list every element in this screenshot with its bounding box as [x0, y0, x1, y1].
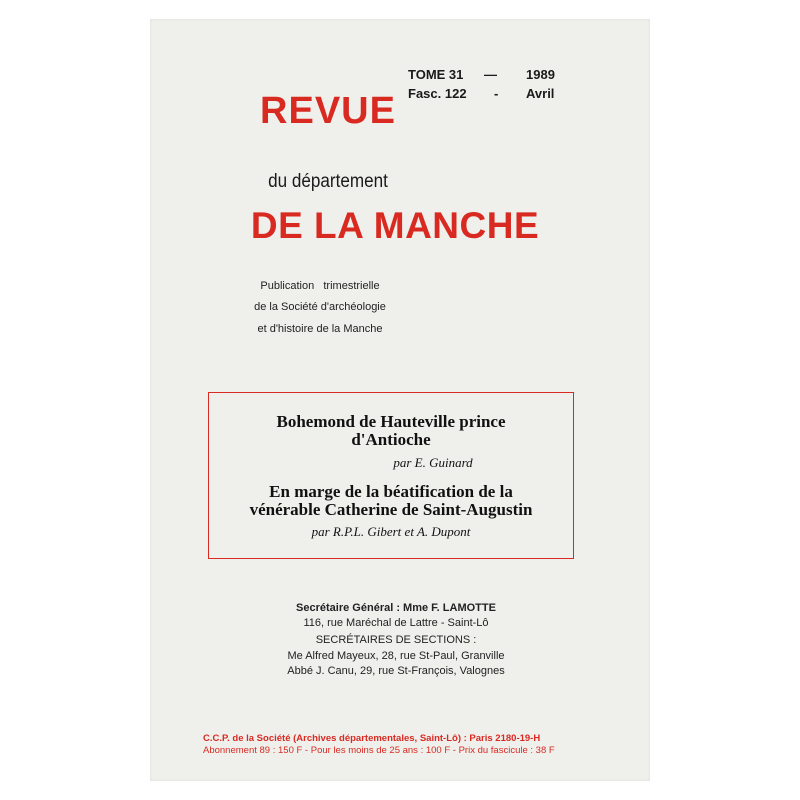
article-2-author: par R.P.L. Gibert et A. Dupont: [311, 524, 471, 539]
fascicule-number: Fasc. 122: [408, 86, 467, 101]
section-secretary-1: Me Alfred Mayeux, 28, rue St-Paul, Granville: [287, 650, 505, 662]
issue-year: 1989: [526, 67, 555, 82]
secretary-general-address: 116, rue Maréchal de Lattre - Saint-Lô: [303, 617, 489, 629]
article-1-title-line-1: Bohemond de Hauteville prince: [276, 412, 506, 431]
tome-number: TOME 31: [408, 67, 464, 82]
article-1-author: par E. Guinard: [393, 455, 473, 470]
issue-dash: —: [484, 67, 497, 82]
issue-dash-2: -: [494, 86, 499, 101]
publication-line-1: Publication trimestrielle: [260, 280, 380, 292]
secretary-general: Secrétaire Général : Mme F. LAMOTTE: [296, 602, 496, 614]
masthead-title-manche: DE LA MANCHE: [250, 205, 540, 246]
issue-month: Avril: [526, 86, 555, 101]
footer-subscription: Abonnement 89 : 150 F - Pour les moins de 25 ans : 100 F - Prix du fascicule : 38 F: [203, 745, 555, 756]
masthead-title-revue: REVUE: [260, 90, 396, 132]
footer-ccp: C.C.P. de la Société (Archives départementales, Saint-Lô) : Paris 2180-19-H: [203, 733, 541, 744]
publication-line-2: de la Société d'archéologie: [254, 301, 386, 313]
article-1-title-line-2: d'Antioche: [351, 430, 431, 449]
section-secretaries-heading: SECRÉTAIRES DE SECTIONS :: [315, 634, 477, 646]
section-secretary-2: Abbé J. Canu, 29, rue St-François, Valognes: [287, 665, 505, 677]
article-2-title-line-2: vénérable Catherine de Saint-Augustin: [249, 500, 533, 519]
publication-line-3: et d'histoire de la Manche: [257, 323, 383, 335]
masthead-subtitle: du département: [268, 171, 388, 192]
article-2-title-line-1: En marge de la béatification de la: [269, 482, 513, 501]
